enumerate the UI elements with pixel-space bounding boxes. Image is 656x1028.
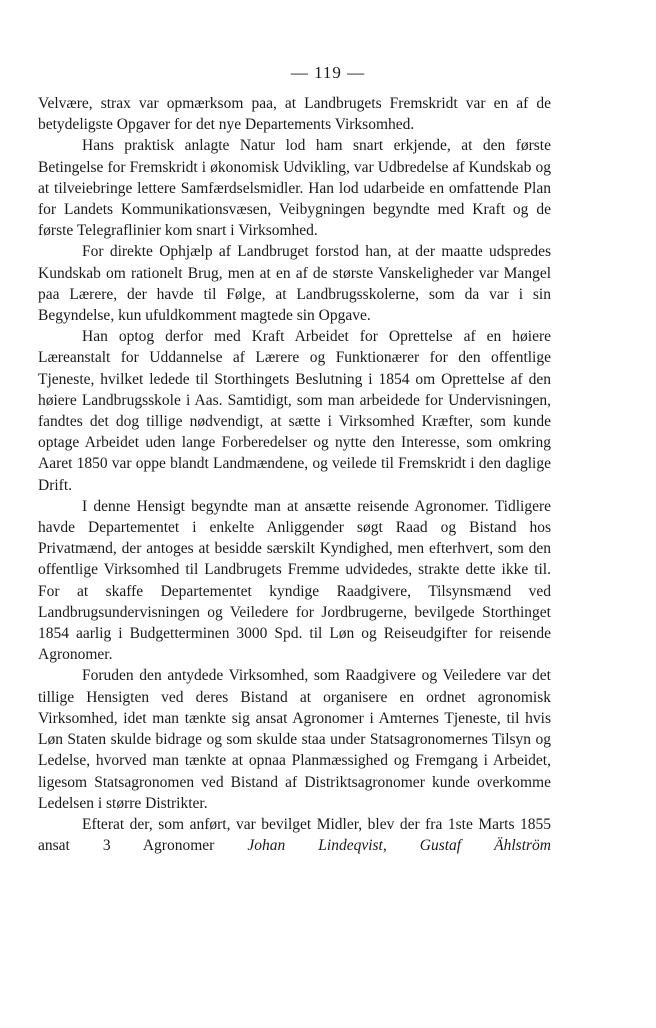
paragraph-4: Han optog derfor med Kraft Arbeidet for Oprettelse af en høiere Læreanstalt for Uddannelse af Lærere og Funktionærer for den offentlige Tjeneste, hvilket ledede til Storthingets Beslutning i 1854 om Oprettelse af den høiere Landbrugsskole i Aas. Samtidigt, som man arbeidede for Undervisningen, fandtes det dog tillige nødvendigt, at sætte i Virksomhed Kræfter, som kunde optage Arbeidet uden lange Forberedelser og nytte den Interesse, som omkring Aaret 1850 var oppe blandt Landmændene, og veilede til Fremskridt i den daglige Drift.	[38, 328, 551, 494]
paragraph-7	[38, 814, 551, 856]
paragraph-5: I denne Hensigt begyndte man at ansætte reisende Agronomer. Tidligere havde Departementet i enkelte Anliggender søgt Raad og Bistand hos Privatmænd, der antoges at besidde særskilt Kyndighed, men efterhvert, som den offentlige Virksomhed til Landbrugets Fremme udvidedes, strakte dette ikke til. For at skaffe Departementet kyndige Raadgivere, Tilsynsmænd ved Landbrugsundervisningen og Veiledere for Jordbrugerne, bevilgede Storthinget 1854 aarlig i Budgetterminen 3000 Spd. til Løn og Reiseudgifter for reisende Agronomer.	[38, 497, 551, 664]
paragraph-7-text: Efterat der, som anført, var bevilget Midler, blev der fra 1ste Marts 1855 ansat 3 Agronomer	[38, 815, 551, 855]
page-number: — 119 —	[290, 63, 366, 82]
paragraph-2: Hans praktisk anlagte Natur lod ham snart erkjende, at den første Betingelse for Fremskridt i økonomisk Udvikling, var Udbredelse af Kundskab og at tilveiebringe lettere Samfærdselsmidler. Han lod udarbeide en omfattende Plan for Landets Kommunikationsvæsen, Veibygningen begyndte med Kraft og de første Telegraflinier kom snart i Virksomhed.	[38, 137, 551, 240]
paragraph-6: Foruden den antydede Virksomhed, som Raadgivere og Veiledere var det tillige Hensigten ved deres Bistand at organisere en ordnet agronomisk Virksomhed, idet man tænkte sig ansat Agronomer i Amternes Tjeneste, til hvis Løn Staten skulde bidrage og som skulde staa under Statsagronomernes Tilsyn og Ledelse, hvorved man tænkte at opnaa Planmæssighed og Fremgang i Arbeidet, ligesom Statsagronomen ved Bistand af Distriktsagronomer kunde overkomme Ledelsen i større Distrikter.	[38, 667, 551, 812]
paragraph-1: Velvære, strax var opmærksom paa, at Landbrugets Fremskridt var en af de betydeligste Opgaver for det nye Departements Virksomhed.	[38, 95, 551, 134]
paragraph-3: For direkte Ophjælp af Landbruget forstod han, at der maatte udspredes Kundskab om rationelt Brug, men at en af de største Vanskeligheder var Mangel paa Lærere, der havde til Følge, at Landbrugsskolerne, som da var i sin Begyndelse, kun ufuldkomment magtede sin Opgave.	[38, 243, 551, 325]
agronomer-names: Johan Lindeqvist, Gustaf Ählström	[247, 837, 551, 855]
body-text	[38, 93, 551, 856]
